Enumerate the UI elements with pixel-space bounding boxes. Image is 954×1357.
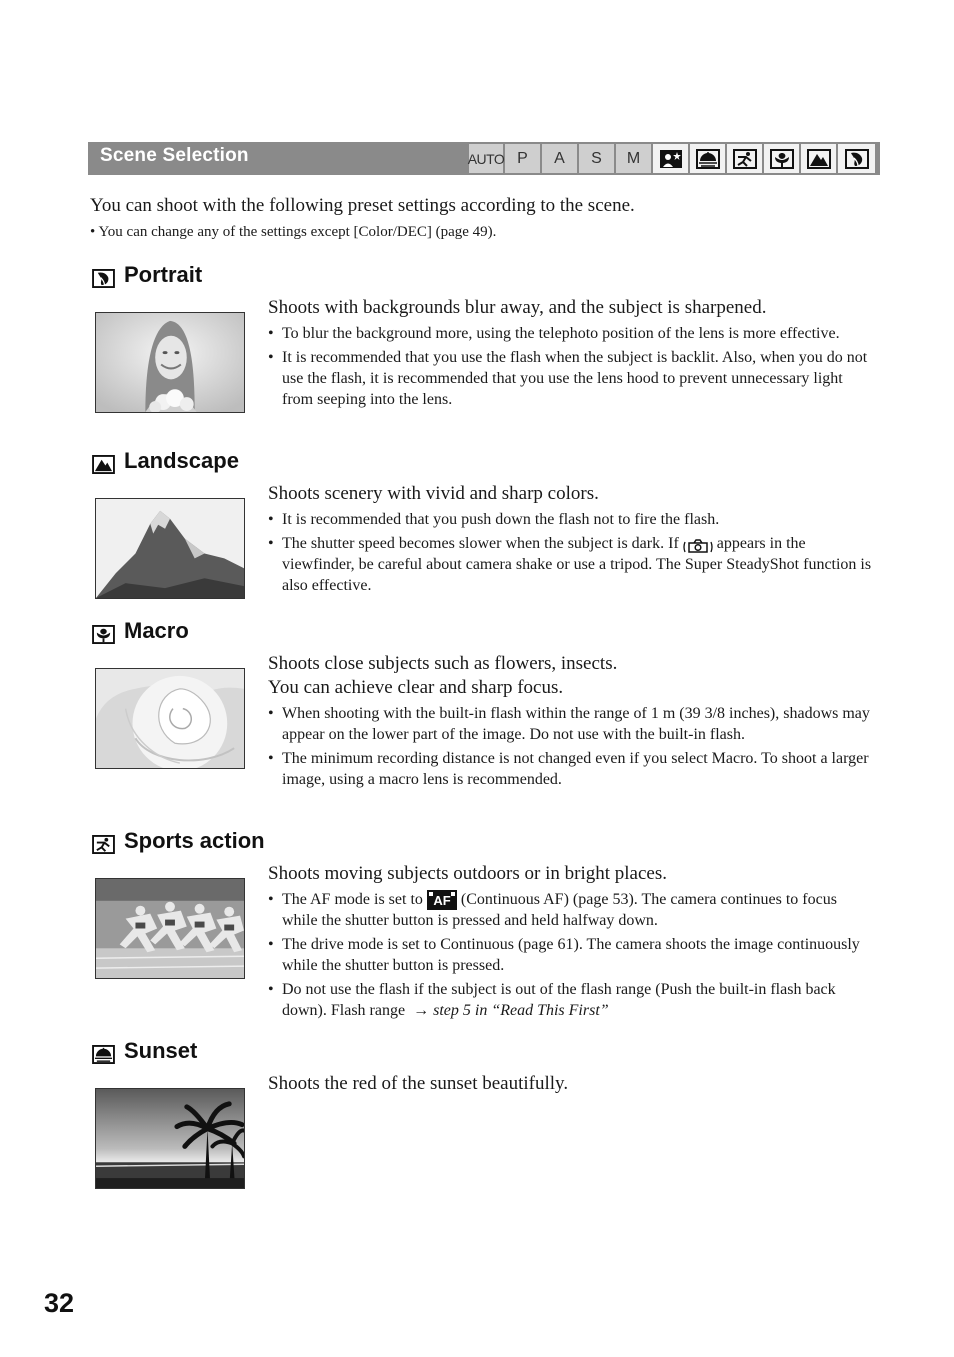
macro-icon [92,625,115,644]
landscape-icon [92,455,115,474]
sports-action-description [268,862,873,1024]
list-item: • When shooting with the built-in flash within the range of 1 m (39 3/8 inches), shadows may appear on the lower part of the image. Do not use with the built-in flash. [268,703,873,745]
sunset-icon [92,1045,115,1064]
sports-action-photo [95,878,245,979]
landscape-lead: Shoots scenery with vivid and sharp colors. [268,483,599,504]
intro-note: • You can change any of the settings except [Color/DEC] (page 49). [90,224,497,240]
sports-action-heading [92,828,265,854]
portrait-icon [92,269,115,288]
list-item [268,979,873,1021]
landscape-icon [801,144,838,173]
sports-action-title: Sports action [124,828,265,853]
list-item [268,533,873,596]
intro-text: You can shoot with the following preset settings according to the scene. [90,195,635,216]
sports-bullet3-before: Do not use the flash if the subject is out of the flash range (Push the built-in flash back down). Flash range [282,981,836,1020]
svg-text:AF: AF [433,893,451,909]
portrait-lead: Shoots with backgrounds blur away, and the subject is sharpened. [268,297,767,318]
mode-m: M [616,144,653,173]
landscape-description [268,482,873,599]
mode-p: P [505,144,542,173]
mode-indicator-row [469,144,875,173]
landscape-photo [95,498,245,599]
portrait-heading [92,262,202,288]
landscape-title: Landscape [124,448,239,473]
macro-lead-1: Shoots close subjects such as flowers, insects. [268,653,618,674]
landscape-bullet2-after: appears in the viewfinder, be careful about camera shake or use a tripod. The Super SteadyShot function is also effective. [282,535,872,595]
macro-bullets [268,703,873,790]
read-this-first-reference: step 5 in “Read This First” [433,1002,609,1020]
mode-a: A [542,144,579,173]
mode-s: S [579,144,616,173]
portrait-description [268,296,873,413]
sunset-heading [92,1038,197,1064]
list-item: • It is recommended that you push down the flash not to fire the flash. [268,509,873,530]
list-item: • It is recommended that you use the flash when the subject is backlit. Also, when you do not use the flash, it is recommended that you use the lens hood to prevent unnecessary light from seeping into the lens. [268,347,873,410]
page-number: 32 [44,1288,75,1318]
sports-action-lead: Shoots moving subjects outdoors or in bright places. [268,863,667,884]
section-header-bar [88,142,880,175]
sports-action-icon [92,835,115,854]
camera-shake-warning-icon [683,534,713,554]
sunset-lead: Shoots the red of the sunset beautifully. [268,1073,569,1094]
night-portrait-icon [653,144,690,173]
sunset-title: Sunset [124,1038,198,1063]
macro-icon [764,144,801,173]
portrait-icon [838,144,875,173]
list-item: • The minimum recording distance is not changed even if you select Macro. To shoot a larger image, using a macro lens is recommended. [268,748,873,790]
sunset-photo [95,1088,245,1189]
list-item [268,889,873,931]
list-item: • The drive mode is set to Continuous (page 61). The camera shoots the image continuously while the shutter button is pressed. [268,934,873,976]
sports-bullet1-before: The AF mode is set to [282,891,423,908]
landscape-bullet2-before: The shutter speed becomes slower when the subject is dark. If [282,535,679,552]
arrow-right-icon: → [409,1002,434,1020]
macro-description [268,652,873,793]
list-item: • To blur the background more, using the telephoto position of the lens is more effective. [268,323,873,344]
sports-bullet1-after: (Continuous AF) (page 53). The camera continues to focus while the shutter button is pressed and held halfway down. [282,891,837,930]
sports-action-bullets [268,889,873,1021]
continuous-af-icon [427,890,457,910]
page-title: Scene Selection [100,145,249,166]
macro-heading [92,618,189,644]
landscape-heading [92,448,239,474]
macro-lead-2: You can achieve clear and sharp focus. [268,677,564,698]
sunset-description [268,1072,873,1099]
mode-auto: AUTO [469,144,505,173]
portrait-photo [95,312,245,413]
macro-photo [95,668,245,769]
sunset-icon [690,144,727,173]
landscape-bullets [268,509,873,596]
intro-note-text: You can change any of the settings except [Color/DEC] (page 49). [98,224,497,240]
sports-action-icon [727,144,764,173]
portrait-bullets [268,323,873,410]
portrait-title: Portrait [124,262,203,287]
macro-title: Macro [124,618,189,643]
